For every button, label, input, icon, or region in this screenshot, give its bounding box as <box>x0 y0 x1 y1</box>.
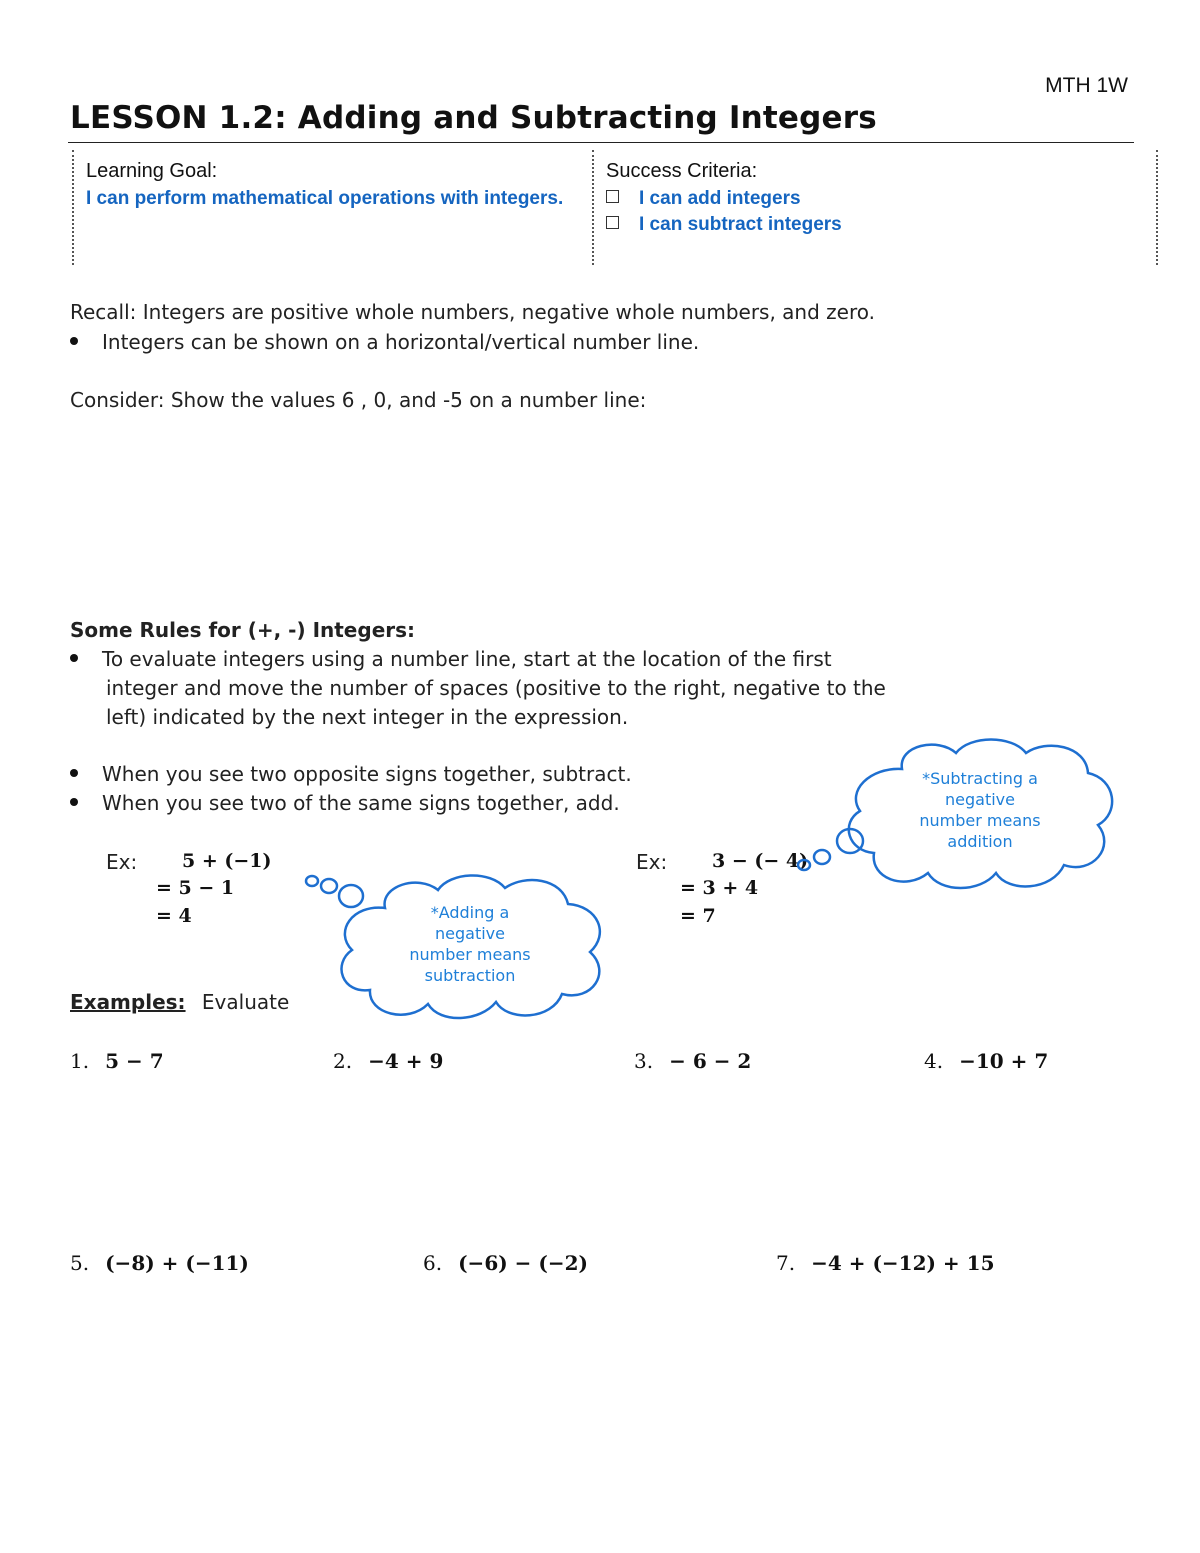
criteria-item-label: I can subtract integers <box>639 214 842 235</box>
problem-number: 5. <box>70 1251 90 1275</box>
cloud-left-line: *Adding a <box>430 903 510 922</box>
cloud-right-line: number means <box>919 811 1041 830</box>
cloud-right-line: addition <box>947 832 1013 851</box>
problem-4 <box>924 1049 1048 1073</box>
rule-1-line-3: left) indicated by the next integer in the expression. <box>106 705 629 729</box>
page-title: LESSON 1.2: Adding and Subtracting Integers <box>70 100 877 136</box>
example-right-line-1: 3 − (− 4) <box>712 850 809 872</box>
rule-2-text: When you see two opposite signs together, subtract. <box>102 762 632 786</box>
thought-bubble-medium <box>321 879 337 893</box>
learning-goal-heading: Learning Goal: <box>86 160 218 182</box>
bullet-icon <box>70 654 78 662</box>
rule-bullet-2 <box>70 762 632 786</box>
problem-6 <box>423 1251 588 1275</box>
bullet-icon <box>70 769 78 777</box>
problem-2 <box>333 1049 443 1073</box>
bullet-icon <box>70 337 78 345</box>
checkbox-icon <box>606 216 619 229</box>
course-code: MTH 1W <box>1045 74 1128 97</box>
problem-expression: (−6) − (−2) <box>458 1251 588 1275</box>
problem-number: 3. <box>634 1049 654 1073</box>
examples-heading: Examples: <box>70 990 186 1014</box>
problem-7 <box>776 1251 994 1275</box>
rule-1-line-1: To evaluate integers using a number line, start at the location of the first <box>102 647 832 671</box>
problem-expression: −10 + 7 <box>959 1049 1049 1073</box>
problem-3 <box>634 1049 751 1073</box>
thought-bubble-small <box>798 860 810 870</box>
cloud-right-text <box>885 768 1075 852</box>
problem-number: 4. <box>924 1049 944 1073</box>
thought-bubble-small <box>306 876 318 886</box>
example-left-line-2: = 5 − 1 <box>156 877 235 899</box>
cloud-right-line: *Subtracting a <box>922 769 1038 788</box>
learning-goal-text: I can perform mathematical operations with integers. <box>86 188 564 209</box>
examples-heading-row <box>70 990 289 1014</box>
title-divider <box>68 142 1134 143</box>
cloud-left-line: negative <box>435 924 505 943</box>
criteria-item-add <box>606 188 801 210</box>
problem-1 <box>70 1049 164 1073</box>
bullet-icon <box>70 798 78 806</box>
problem-expression: (−8) + (−11) <box>105 1251 249 1275</box>
criteria-item-label: I can add integers <box>639 188 801 209</box>
problem-number: 7. <box>776 1251 796 1275</box>
learning-goal-box <box>72 150 594 265</box>
problem-number: 1. <box>70 1049 90 1073</box>
rules-heading: Some Rules for (+, -) Integers: <box>70 618 416 642</box>
thought-bubble-large <box>339 885 363 907</box>
problem-expression: −4 + (−12) + 15 <box>811 1251 995 1275</box>
example-left-line-1: 5 + (−1) <box>182 850 272 872</box>
examples-instruction: Evaluate <box>201 990 290 1014</box>
recall-text: Recall: Integers are positive whole numbers, negative whole numbers, and zero. <box>70 300 875 324</box>
problem-number: 2. <box>333 1049 353 1073</box>
problem-number: 6. <box>423 1251 443 1275</box>
recall-bullet-text: Integers can be shown on a horizontal/vertical number line. <box>102 330 700 354</box>
rule-1-line-2: integer and move the number of spaces (positive to the right, negative to the <box>106 676 886 700</box>
example-right-label: Ex: <box>636 850 668 874</box>
problem-expression: −4 + 9 <box>368 1049 444 1073</box>
success-criteria-heading: Success Criteria: <box>606 160 758 182</box>
problem-5 <box>70 1251 249 1275</box>
criteria-item-subtract <box>606 214 842 236</box>
cloud-left-line: subtraction <box>424 966 516 985</box>
rule-bullet-1 <box>70 647 832 671</box>
cloud-left-text <box>380 902 560 986</box>
example-left-label: Ex: <box>106 850 138 874</box>
problem-expression: 5 − 7 <box>105 1049 164 1073</box>
cloud-left-line: number means <box>409 945 531 964</box>
cloud-right-line: negative <box>945 790 1015 809</box>
rule-3-text: When you see two of the same signs together, add. <box>102 791 620 815</box>
example-right-line-2: = 3 + 4 <box>680 877 759 899</box>
example-right-line-3: = 7 <box>680 905 716 927</box>
recall-bullet <box>70 330 699 354</box>
success-criteria-box <box>592 150 1158 265</box>
example-left-line-3: = 4 <box>156 905 192 927</box>
thought-bubble-medium <box>814 850 830 864</box>
problem-expression: − 6 − 2 <box>669 1049 752 1073</box>
rule-bullet-3 <box>70 791 620 815</box>
checkbox-icon <box>606 190 619 203</box>
consider-text: Consider: Show the values 6 , 0, and -5 on a number line: <box>70 388 647 412</box>
